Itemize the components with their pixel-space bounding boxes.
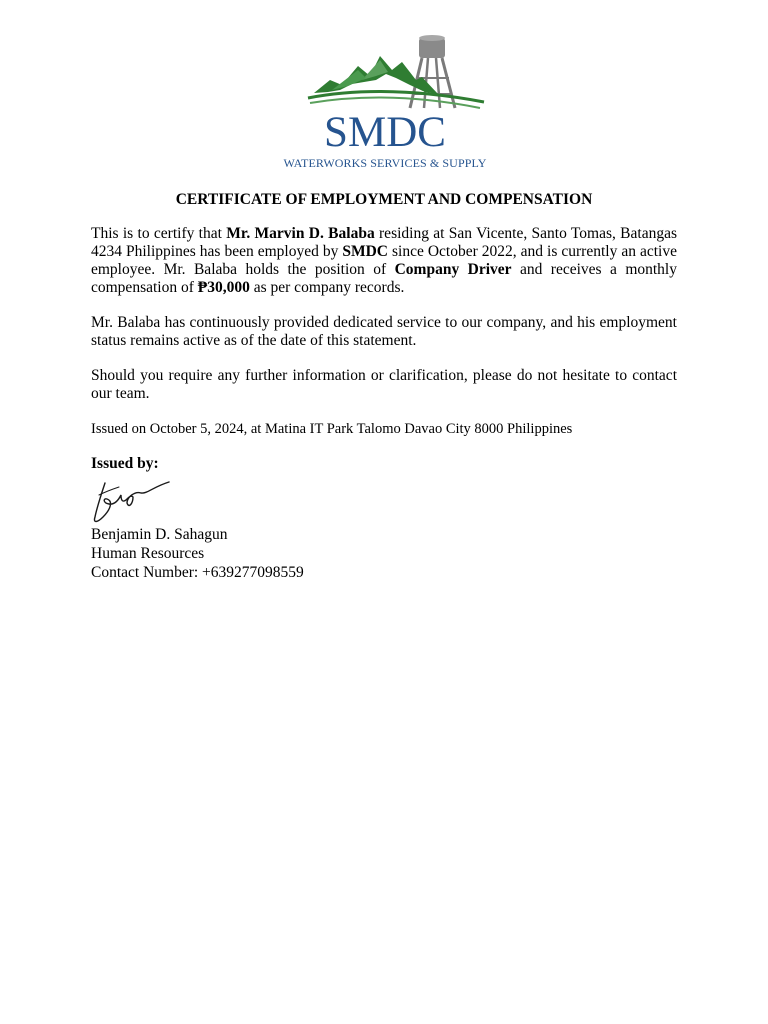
document-title: CERTIFICATE OF EMPLOYMENT AND COMPENSATION <box>175 191 593 208</box>
text-span: as per company records. <box>249 279 405 296</box>
monthly-salary: ₱30,000 <box>197 279 250 296</box>
signer-name: Benjamin D. Sahagun <box>91 526 228 543</box>
text-span: This is to certify that <box>91 225 227 242</box>
issued-by-label: Issued by: <box>91 455 159 472</box>
text-span: since October 2022, and is currently an active employee. Mr. Balaba holds the position of <box>91 243 677 278</box>
paragraph-employment <box>91 225 677 297</box>
signer-block <box>91 525 677 582</box>
text-span: residing at San Vicente, Santo Tomas, Batangas 4234 Philippines has been employed by <box>91 225 678 260</box>
issued-date-location: Issued on October 5, 2024, at Matina IT Park Talomo Davao City 8000 Philippines <box>91 421 573 437</box>
paragraph-contact: Should you require any further information or clarification, please do not hesitate to contact our team. <box>91 367 677 402</box>
signer-department: Human Resources <box>91 545 205 562</box>
company-name: SMDC <box>342 243 388 260</box>
brand-name: SMDC <box>324 109 446 156</box>
employee-position: Company Driver <box>394 261 512 278</box>
paragraph-service: Mr. Balaba has continuously provided dedicated service to our company, and his employment status remains active as of the date of this statement. <box>91 314 677 349</box>
signature <box>83 473 193 525</box>
document-body <box>91 225 677 582</box>
brand-tagline: WATERWORKS SERVICES & SUPPLY <box>283 156 487 170</box>
text-span: and receives a monthly compensation of <box>91 261 677 296</box>
employee-name: Mr. Marvin D. Balaba <box>226 225 375 242</box>
signer-contact: Contact Number: +639277098559 <box>91 564 304 581</box>
handwritten-signature-icon <box>83 473 193 525</box>
company-logo <box>270 30 500 172</box>
